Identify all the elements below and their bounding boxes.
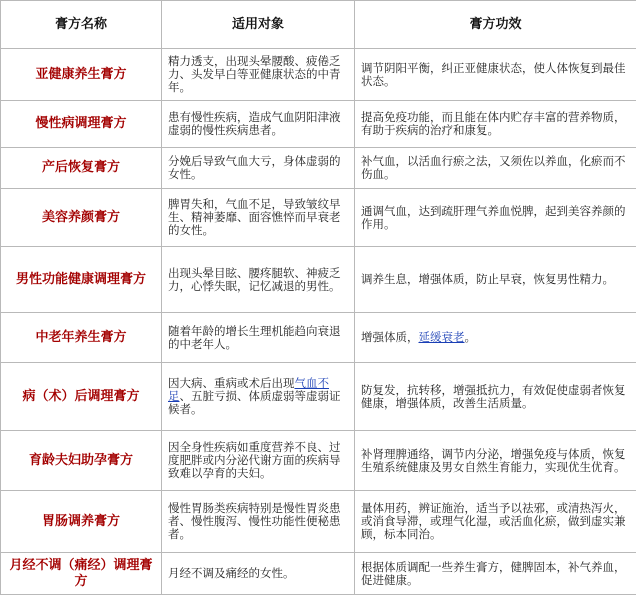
table-row [1, 148, 636, 189]
header-name: 膏方名称 [1, 1, 162, 49]
table-row [1, 247, 636, 313]
target-text: 因大病、重病或术后出现 [168, 376, 295, 390]
row-target: 脾胃失和，气血不足，导致皱纹早生、精神萎靡、面容憔悴而早衰老的女性。 [162, 189, 355, 247]
table-row [1, 553, 636, 595]
effect-text: 。 [465, 330, 477, 344]
row-effect: 通调气血，达到疏肝理气养血悦脾，起到美容养颜的作用。 [355, 189, 636, 247]
table-row [1, 431, 636, 491]
link-delay-aging[interactable]: 延缓衰老 [419, 330, 465, 344]
header-row [1, 1, 636, 49]
row-name: 中老年养生膏方 [1, 313, 162, 363]
row-target: 随着年龄的增长生理机能趋向衰退的中老年人。 [162, 313, 355, 363]
row-target [162, 363, 355, 431]
header-target: 适用对象 [162, 1, 355, 49]
row-name: 病（术）后调理膏方 [1, 363, 162, 431]
row-target: 患有慢性疾病，造成气血阴阳津液虚弱的慢性疾病患者。 [162, 101, 355, 148]
row-target: 出现头晕目眩、腰疼腿软、神疲乏力，心悸失眠，记忆减退的男性。 [162, 247, 355, 313]
row-name: 胃肠调养膏方 [1, 491, 162, 553]
row-name: 月经不调（痛经）调理膏方 [1, 553, 162, 595]
row-effect: 量体用药，辨证施治，适当予以祛邪，或清热泻火，或消食导滞，或理气化湿，或活血化瘀，做到虚实兼顾，标本同治。 [355, 491, 636, 553]
row-effect: 提高免疫功能，而且能在体内贮存丰富的营养物质，有助于疾病的治疗和康复。 [355, 101, 636, 148]
row-name: 美容养颜膏方 [1, 189, 162, 247]
row-target: 分娩后导致气血大亏，身体虚弱的女性。 [162, 148, 355, 189]
row-effect: 防复发，抗转移，增强抵抗力，有效促使虚弱者恢复健康，增强体质，改善生活质量。 [355, 363, 636, 431]
link-qi-blood-deficiency[interactable]: 气血不足 [168, 376, 329, 403]
row-name: 亚健康养生膏方 [1, 49, 162, 101]
row-target: 因全身性疾病如重度营养不良、过度肥胖或内分泌代谢方面的疾病导致难以孕育的夫妇。 [162, 431, 355, 491]
table-row [1, 101, 636, 148]
row-target: 月经不调及痛经的女性。 [162, 553, 355, 595]
table-row [1, 491, 636, 553]
row-effect: 补气血，以活血行瘀之法，又须佐以养血，化瘀而不伤血。 [355, 148, 636, 189]
row-target: 慢性胃肠类疾病特别是慢性胃炎患者、慢性腹泻、慢性功能性便秘患者。 [162, 491, 355, 553]
table-row [1, 313, 636, 363]
row-effect: 调养生息，增强体质，防止早衰，恢复男性精力。 [355, 247, 636, 313]
row-effect: 调节阴阳平衡，纠正亚健康状态，使人体恢复到最佳状态。 [355, 49, 636, 101]
target-text: 、五脏亏损、体质虚弱等虚弱证候者。 [168, 389, 341, 416]
table-row [1, 363, 636, 431]
row-name: 男性功能健康调理膏方 [1, 247, 162, 313]
row-name: 产后恢复膏方 [1, 148, 162, 189]
row-effect: 根据体质调配一些养生膏方，健脾固本，补气养血，促进健康。 [355, 553, 636, 595]
row-name: 育龄夫妇助孕膏方 [1, 431, 162, 491]
header-effect: 膏方功效 [355, 1, 636, 49]
table-row [1, 189, 636, 247]
table-row [1, 49, 636, 101]
row-effect [355, 313, 636, 363]
effect-text: 增强体质， [361, 330, 419, 344]
row-target: 精力透支，出现头晕腰酸、疲倦乏力、头发早白等亚健康状态的中青年。 [162, 49, 355, 101]
row-name: 慢性病调理膏方 [1, 101, 162, 148]
row-effect: 补肾理脾通络，调节内分泌，增强免疫与体质，恢复生殖系统健康及男女自然生育能力，实现优生优育。 [355, 431, 636, 491]
